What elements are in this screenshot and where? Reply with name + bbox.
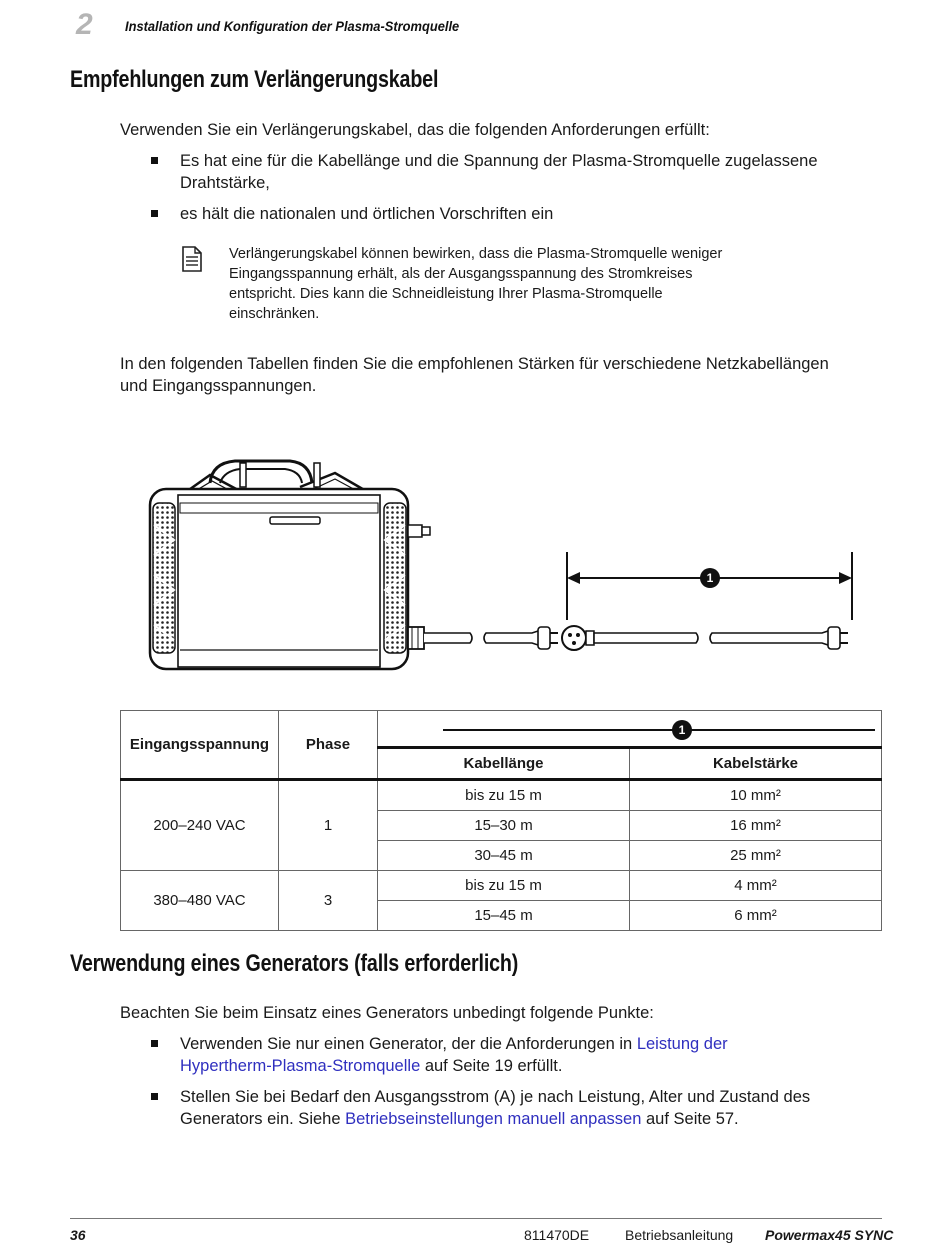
- header-voltage: Eingangsspannung: [121, 711, 279, 780]
- note-icon: [180, 245, 204, 273]
- length-cell: 15–30 m: [378, 811, 630, 841]
- voltage-cell: 200–240 VAC: [121, 780, 279, 871]
- cable-length-dimension: [567, 552, 852, 620]
- list-item: Es hat eine für die Kabellänge und die Spannung der Plasma-Stromquelle zugelassene Drahtstärke,: [180, 152, 818, 192]
- dimension-line: [443, 729, 875, 731]
- list-item: [180, 1086, 880, 1130]
- link-operating-settings[interactable]: Betriebseinstellungen manuell anpassen: [345, 1110, 642, 1128]
- list-item: [180, 1033, 880, 1077]
- note-text: [229, 244, 789, 324]
- chapter-number: 2: [76, 8, 93, 41]
- phase-cell: 1: [279, 780, 378, 871]
- generator-intro-paragraph: Beachten Sie beim Einsatz eines Generators unbedingt folgende Punkte:: [120, 1004, 654, 1022]
- list-item-text: Verwenden Sie nur einen Generator, der die Anforderungen in: [180, 1035, 637, 1053]
- section-heading-extension-cable: Empfehlungen zum Verlängerungskabel: [70, 66, 439, 93]
- gauge-cell: 25 mm²: [630, 841, 882, 871]
- gauge-cell: 16 mm²: [630, 811, 882, 841]
- gauge-cell: 6 mm²: [630, 901, 882, 931]
- power-supply-unit: [150, 461, 430, 669]
- list-item-text: Generators ein. Siehe: [180, 1110, 346, 1128]
- extension-cable: [562, 626, 848, 650]
- length-cell: 30–45 m: [378, 841, 630, 871]
- figure-callout-number: 1: [706, 571, 714, 585]
- bullet-marker: [151, 1040, 158, 1047]
- power-cord: [424, 627, 558, 649]
- table-row: [121, 871, 882, 901]
- length-cell: 15–45 m: [378, 901, 630, 931]
- list-item-text: auf Seite 19 erfüllt.: [420, 1057, 563, 1075]
- document-type: Betriebsanleitung: [625, 1227, 734, 1243]
- note-line: entspricht. Dies kann die Schneidleistung Ihrer Plasma-Stromquelle: [229, 286, 663, 302]
- table-row: [121, 780, 882, 811]
- extension-cable-illustration: [140, 455, 870, 675]
- header-phase: Phase: [279, 711, 378, 780]
- list-item-text: Stellen Sie bei Bedarf den Ausgangsstrom (A) je nach Leistung, Alter und Zustand des: [180, 1088, 811, 1106]
- note-line: Verlängerungskabel können bewirken, dass die Plasma-Stromquelle weniger: [229, 246, 723, 262]
- phase-cell: 3: [279, 871, 378, 931]
- chapter-title: Installation und Konfiguration der Plasma-Stromquelle: [125, 18, 460, 34]
- link-power-supply-requirements[interactable]: Leistung der: [636, 1035, 728, 1053]
- paragraph-line: und Eingangsspannungen.: [120, 377, 317, 395]
- list-item: es hält die nationalen und örtlichen Vorschriften ein: [180, 205, 554, 223]
- paragraph-line: In den folgenden Tabellen finden Sie die empfohlenen Stärken für verschiedene Netzkabellängen: [120, 355, 829, 373]
- gauge-cell: 4 mm²: [630, 871, 882, 901]
- gauge-cell: 10 mm²: [630, 780, 882, 811]
- tables-intro-paragraph: [120, 353, 900, 397]
- footer-divider: [70, 1218, 882, 1219]
- intro-paragraph: Verwenden Sie ein Verlängerungskabel, das die folgenden Anforderungen erfüllt:: [120, 121, 710, 139]
- note-line: einschränken.: [229, 306, 320, 322]
- note-line: Eingangsspannung erhält, als der Ausgangsspannung des Stromkreises: [229, 266, 693, 282]
- link-power-supply-requirements-cont[interactable]: Hypertherm-Plasma-Stromquelle: [180, 1057, 421, 1075]
- header-cable-length: Kabellänge: [378, 748, 630, 780]
- document-number: 811470DE: [524, 1227, 590, 1243]
- list-item-text: auf Seite 57.: [641, 1110, 739, 1128]
- header-callout-cell: [378, 711, 882, 748]
- product-name: Powermax45 SYNC: [765, 1227, 894, 1243]
- section-heading-generator: Verwendung eines Generators (falls erforderlich): [70, 950, 519, 977]
- table-callout-number: 1: [672, 720, 692, 740]
- page-number: 36: [70, 1227, 86, 1243]
- bullet-marker: [151, 157, 158, 164]
- voltage-cell: 380–480 VAC: [121, 871, 279, 931]
- bullet-marker: [151, 1093, 158, 1100]
- cable-gauge-table: [120, 710, 882, 931]
- length-cell: bis zu 15 m: [378, 871, 630, 901]
- length-cell: bis zu 15 m: [378, 780, 630, 811]
- bullet-marker: [151, 210, 158, 217]
- header-cable-gauge: Kabelstärke: [630, 748, 882, 780]
